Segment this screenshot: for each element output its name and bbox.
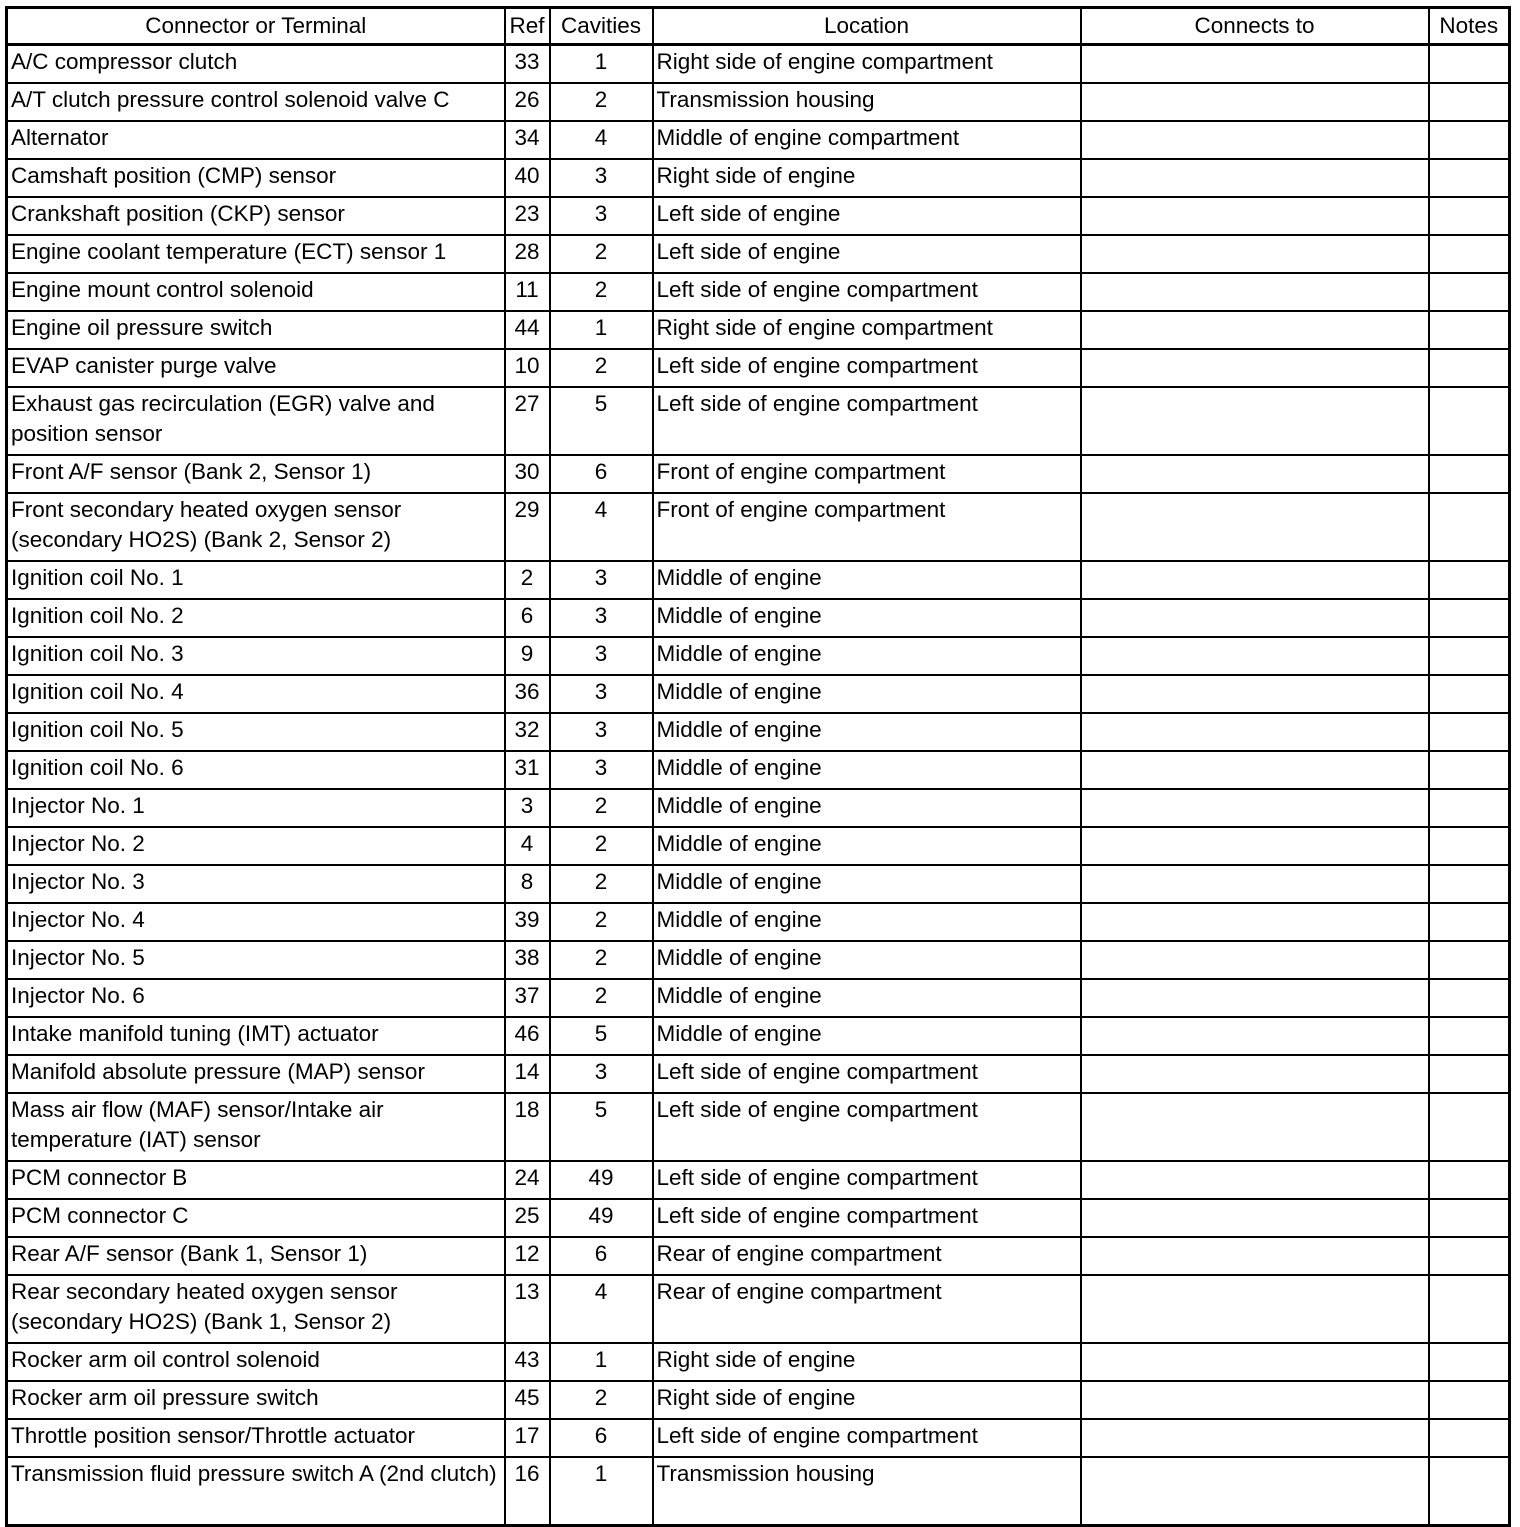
cell-location: Right side of engine compartment [653, 311, 1081, 349]
cell-notes [1429, 1017, 1510, 1055]
cell-location: Left side of engine [653, 197, 1081, 235]
cell-notes [1429, 751, 1510, 789]
cell-connector: PCM connector B [7, 1161, 505, 1199]
cell-connects-to [1081, 1343, 1429, 1381]
cell-notes [1429, 713, 1510, 751]
cell-notes [1429, 1343, 1510, 1381]
cell-ref: 18 [505, 1093, 550, 1161]
cell-location: Middle of engine [653, 713, 1081, 751]
cell-notes [1429, 675, 1510, 713]
cell-cavities: 2 [550, 903, 653, 941]
cell-connector: Front A/F sensor (Bank 2, Sensor 1) [7, 455, 505, 493]
cell-notes [1429, 159, 1510, 197]
cell-ref: 45 [505, 1381, 550, 1419]
header-connector: Connector or Terminal [7, 8, 505, 45]
cell-ref: 14 [505, 1055, 550, 1093]
cell-cavities: 2 [550, 827, 653, 865]
table-row [7, 599, 1510, 637]
cell-cavities: 2 [550, 235, 653, 273]
table-row [7, 197, 1510, 235]
cell-connector: Front secondary heated oxygen sensor (secondary HO2S) (Bank 2, Sensor 2) [7, 493, 505, 561]
cell-location: Middle of engine [653, 1017, 1081, 1055]
cell-cavities: 2 [550, 865, 653, 903]
table-row [7, 1457, 1510, 1526]
cell-connector: Engine mount control solenoid [7, 273, 505, 311]
cell-ref: 12 [505, 1237, 550, 1275]
cell-location: Left side of engine compartment [653, 387, 1081, 455]
cell-notes [1429, 45, 1510, 84]
cell-connects-to [1081, 349, 1429, 387]
table-row [7, 637, 1510, 675]
cell-ref: 30 [505, 455, 550, 493]
table-row [7, 121, 1510, 159]
cell-ref: 28 [505, 235, 550, 273]
cell-notes [1429, 1055, 1510, 1093]
cell-connects-to [1081, 1055, 1429, 1093]
cell-notes [1429, 789, 1510, 827]
cell-connector: Crankshaft position (CKP) sensor [7, 197, 505, 235]
cell-location: Right side of engine [653, 159, 1081, 197]
cell-cavities: 1 [550, 1457, 653, 1526]
cell-connector: Ignition coil No. 4 [7, 675, 505, 713]
cell-notes [1429, 1381, 1510, 1419]
cell-connector: Injector No. 4 [7, 903, 505, 941]
cell-location: Front of engine compartment [653, 455, 1081, 493]
cell-cavities: 1 [550, 45, 653, 84]
cell-connects-to [1081, 827, 1429, 865]
cell-ref: 3 [505, 789, 550, 827]
table-row [7, 979, 1510, 1017]
cell-location: Right side of engine [653, 1381, 1081, 1419]
cell-ref: 34 [505, 121, 550, 159]
header-row [7, 8, 1510, 45]
cell-connector: A/C compressor clutch [7, 45, 505, 84]
cell-location: Middle of engine [653, 789, 1081, 827]
cell-ref: 36 [505, 675, 550, 713]
cell-ref: 6 [505, 599, 550, 637]
cell-location: Rear of engine compartment [653, 1237, 1081, 1275]
cell-cavities: 3 [550, 561, 653, 599]
cell-ref: 26 [505, 83, 550, 121]
cell-connector: EVAP canister purge valve [7, 349, 505, 387]
cell-notes [1429, 83, 1510, 121]
cell-cavities: 5 [550, 1093, 653, 1161]
cell-connects-to [1081, 979, 1429, 1017]
cell-cavities: 2 [550, 273, 653, 311]
table-row [7, 941, 1510, 979]
cell-location: Front of engine compartment [653, 493, 1081, 561]
table-row [7, 1199, 1510, 1237]
cell-connector: Alternator [7, 121, 505, 159]
cell-notes [1429, 235, 1510, 273]
cell-connects-to [1081, 865, 1429, 903]
cell-ref: 37 [505, 979, 550, 1017]
cell-location: Middle of engine [653, 675, 1081, 713]
cell-connects-to [1081, 675, 1429, 713]
cell-connector: Ignition coil No. 5 [7, 713, 505, 751]
cell-connector: Rear secondary heated oxygen sensor (secondary HO2S) (Bank 1, Sensor 2) [7, 1275, 505, 1343]
cell-ref: 17 [505, 1419, 550, 1457]
cell-notes [1429, 903, 1510, 941]
cell-cavities: 2 [550, 83, 653, 121]
cell-notes [1429, 1199, 1510, 1237]
cell-notes [1429, 387, 1510, 455]
cell-connects-to [1081, 1237, 1429, 1275]
cell-cavities: 4 [550, 1275, 653, 1343]
cell-cavities: 2 [550, 1381, 653, 1419]
cell-location: Middle of engine [653, 865, 1081, 903]
cell-connector: Camshaft position (CMP) sensor [7, 159, 505, 197]
cell-cavities: 6 [550, 1419, 653, 1457]
cell-ref: 39 [505, 903, 550, 941]
cell-connects-to [1081, 121, 1429, 159]
cell-cavities: 3 [550, 159, 653, 197]
table-row [7, 751, 1510, 789]
cell-cavities: 1 [550, 1343, 653, 1381]
cell-connects-to [1081, 1161, 1429, 1199]
cell-connector: Injector No. 2 [7, 827, 505, 865]
cell-connects-to [1081, 1419, 1429, 1457]
cell-connector: PCM connector C [7, 1199, 505, 1237]
table-row [7, 493, 1510, 561]
cell-connector: Engine oil pressure switch [7, 311, 505, 349]
table-row [7, 675, 1510, 713]
cell-connects-to [1081, 197, 1429, 235]
cell-connector: Injector No. 5 [7, 941, 505, 979]
table-row [7, 311, 1510, 349]
cell-location: Left side of engine compartment [653, 1419, 1081, 1457]
cell-connector: Injector No. 1 [7, 789, 505, 827]
cell-ref: 11 [505, 273, 550, 311]
header-connects-to: Connects to [1081, 8, 1429, 45]
cell-cavities: 6 [550, 1237, 653, 1275]
cell-notes [1429, 121, 1510, 159]
cell-connects-to [1081, 1381, 1429, 1419]
cell-location: Left side of engine compartment [653, 273, 1081, 311]
cell-cavities: 2 [550, 789, 653, 827]
cell-notes [1429, 1457, 1510, 1526]
cell-notes [1429, 1275, 1510, 1343]
cell-ref: 40 [505, 159, 550, 197]
table-row [7, 1343, 1510, 1381]
cell-location: Right side of engine [653, 1343, 1081, 1381]
table-row [7, 83, 1510, 121]
cell-cavities: 3 [550, 1055, 653, 1093]
cell-notes [1429, 273, 1510, 311]
cell-connector: Mass air flow (MAF) sensor/Intake air temperature (IAT) sensor [7, 1093, 505, 1161]
cell-location: Middle of engine compartment [653, 121, 1081, 159]
cell-cavities: 5 [550, 1017, 653, 1055]
cell-cavities: 4 [550, 121, 653, 159]
cell-connects-to [1081, 599, 1429, 637]
cell-ref: 4 [505, 827, 550, 865]
cell-connects-to [1081, 235, 1429, 273]
table-row [7, 903, 1510, 941]
cell-notes [1429, 637, 1510, 675]
table-row [7, 387, 1510, 455]
cell-connector: Ignition coil No. 6 [7, 751, 505, 789]
cell-cavities: 49 [550, 1199, 653, 1237]
cell-notes [1429, 599, 1510, 637]
cell-notes [1429, 1419, 1510, 1457]
cell-cavities: 6 [550, 455, 653, 493]
cell-ref: 33 [505, 45, 550, 84]
cell-connects-to [1081, 561, 1429, 599]
cell-notes [1429, 455, 1510, 493]
table-row [7, 159, 1510, 197]
table-row [7, 865, 1510, 903]
cell-notes [1429, 865, 1510, 903]
cell-cavities: 3 [550, 713, 653, 751]
table-row [7, 827, 1510, 865]
table-row [7, 349, 1510, 387]
cell-notes [1429, 197, 1510, 235]
cell-ref: 23 [505, 197, 550, 235]
cell-notes [1429, 349, 1510, 387]
cell-location: Middle of engine [653, 637, 1081, 675]
cell-connector: Manifold absolute pressure (MAP) sensor [7, 1055, 505, 1093]
cell-connects-to [1081, 1457, 1429, 1526]
cell-ref: 32 [505, 713, 550, 751]
cell-connector: Ignition coil No. 1 [7, 561, 505, 599]
table-row [7, 273, 1510, 311]
cell-location: Left side of engine compartment [653, 1055, 1081, 1093]
cell-location: Left side of engine [653, 235, 1081, 273]
cell-cavities: 49 [550, 1161, 653, 1199]
table-row [7, 455, 1510, 493]
cell-location: Transmission housing [653, 1457, 1081, 1526]
cell-connector: Intake manifold tuning (IMT) actuator [7, 1017, 505, 1055]
cell-ref: 44 [505, 311, 550, 349]
cell-ref: 10 [505, 349, 550, 387]
cell-ref: 9 [505, 637, 550, 675]
table-row [7, 789, 1510, 827]
cell-ref: 29 [505, 493, 550, 561]
table-row [7, 45, 1510, 84]
cell-ref: 13 [505, 1275, 550, 1343]
cell-ref: 43 [505, 1343, 550, 1381]
cell-location: Middle of engine [653, 599, 1081, 637]
header-ref: Ref [505, 8, 550, 45]
cell-connector: Exhaust gas recirculation (EGR) valve and position sensor [7, 387, 505, 455]
cell-location: Middle of engine [653, 941, 1081, 979]
cell-ref: 8 [505, 865, 550, 903]
cell-location: Middle of engine [653, 903, 1081, 941]
cell-cavities: 5 [550, 387, 653, 455]
cell-connects-to [1081, 493, 1429, 561]
cell-connects-to [1081, 1017, 1429, 1055]
cell-location: Middle of engine [653, 751, 1081, 789]
cell-connects-to [1081, 387, 1429, 455]
cell-connects-to [1081, 45, 1429, 84]
cell-connector: Rear A/F sensor (Bank 1, Sensor 1) [7, 1237, 505, 1275]
cell-ref: 24 [505, 1161, 550, 1199]
cell-cavities: 2 [550, 979, 653, 1017]
cell-location: Left side of engine compartment [653, 1199, 1081, 1237]
cell-location: Middle of engine [653, 979, 1081, 1017]
table-row [7, 1017, 1510, 1055]
cell-location: Left side of engine compartment [653, 1161, 1081, 1199]
cell-connector: Engine coolant temperature (ECT) sensor 1 [7, 235, 505, 273]
cell-connector: Rocker arm oil pressure switch [7, 1381, 505, 1419]
table-row [7, 1381, 1510, 1419]
cell-connector: Ignition coil No. 3 [7, 637, 505, 675]
table-row [7, 1419, 1510, 1457]
table-row [7, 1093, 1510, 1161]
table-row [7, 235, 1510, 273]
table-row [7, 713, 1510, 751]
cell-connects-to [1081, 713, 1429, 751]
header-location: Location [653, 8, 1081, 45]
cell-connector: Injector No. 3 [7, 865, 505, 903]
table-row [7, 1161, 1510, 1199]
cell-location: Left side of engine compartment [653, 1093, 1081, 1161]
cell-notes [1429, 311, 1510, 349]
cell-notes [1429, 1093, 1510, 1161]
cell-connects-to [1081, 455, 1429, 493]
cell-ref: 38 [505, 941, 550, 979]
cell-ref: 27 [505, 387, 550, 455]
cell-connects-to [1081, 751, 1429, 789]
table-row [7, 561, 1510, 599]
cell-connector: Injector No. 6 [7, 979, 505, 1017]
cell-cavities: 3 [550, 675, 653, 713]
cell-connects-to [1081, 1093, 1429, 1161]
cell-connects-to [1081, 637, 1429, 675]
cell-connects-to [1081, 83, 1429, 121]
cell-notes [1429, 941, 1510, 979]
table-row [7, 1275, 1510, 1343]
cell-connects-to [1081, 903, 1429, 941]
cell-notes [1429, 979, 1510, 1017]
cell-cavities: 1 [550, 311, 653, 349]
cell-location: Left side of engine compartment [653, 349, 1081, 387]
cell-connector: Ignition coil No. 2 [7, 599, 505, 637]
header-cavities: Cavities [550, 8, 653, 45]
cell-location: Middle of engine [653, 827, 1081, 865]
cell-connects-to [1081, 1275, 1429, 1343]
cell-location: Transmission housing [653, 83, 1081, 121]
cell-notes [1429, 1161, 1510, 1199]
cell-connects-to [1081, 311, 1429, 349]
cell-notes [1429, 493, 1510, 561]
table-row [7, 1055, 1510, 1093]
cell-cavities: 2 [550, 349, 653, 387]
cell-location: Rear of engine compartment [653, 1275, 1081, 1343]
cell-notes [1429, 1237, 1510, 1275]
cell-connector: A/T clutch pressure control solenoid valve C [7, 83, 505, 121]
cell-connects-to [1081, 1199, 1429, 1237]
cell-notes [1429, 561, 1510, 599]
header-notes: Notes [1429, 8, 1510, 45]
cell-connects-to [1081, 159, 1429, 197]
cell-notes [1429, 827, 1510, 865]
cell-connector: Transmission fluid pressure switch A (2nd clutch) [7, 1457, 505, 1526]
cell-connector: Throttle position sensor/Throttle actuator [7, 1419, 505, 1457]
connector-table [5, 6, 1511, 1527]
cell-connector: Rocker arm oil control solenoid [7, 1343, 505, 1381]
cell-cavities: 3 [550, 599, 653, 637]
cell-cavities: 4 [550, 493, 653, 561]
table-body [7, 45, 1510, 1526]
cell-location: Right side of engine compartment [653, 45, 1081, 84]
cell-cavities: 3 [550, 637, 653, 675]
cell-connects-to [1081, 941, 1429, 979]
cell-ref: 16 [505, 1457, 550, 1526]
cell-connects-to [1081, 789, 1429, 827]
cell-connects-to [1081, 273, 1429, 311]
cell-cavities: 3 [550, 197, 653, 235]
cell-cavities: 2 [550, 941, 653, 979]
cell-ref: 46 [505, 1017, 550, 1055]
table-row [7, 1237, 1510, 1275]
cell-ref: 2 [505, 561, 550, 599]
cell-cavities: 3 [550, 751, 653, 789]
cell-ref: 25 [505, 1199, 550, 1237]
cell-ref: 31 [505, 751, 550, 789]
cell-location: Middle of engine [653, 561, 1081, 599]
